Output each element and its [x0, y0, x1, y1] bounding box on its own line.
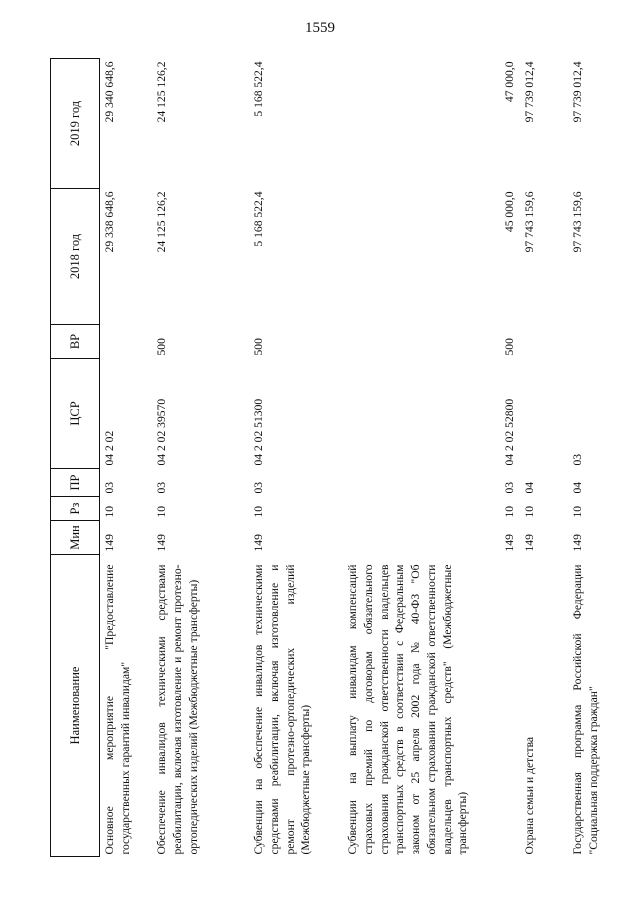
- row-pr: 04: [523, 481, 536, 494]
- row-rz: 10: [571, 505, 584, 518]
- rotated-table-container: [50, 59, 610, 857]
- row-csr: [520, 359, 568, 469]
- row-min: 149: [503, 534, 517, 552]
- row-name: Субвенции на обеспечение инвалидов техническими средствами реабилитации, включая изготовление и ремонт протезно-ортопедических изделий (Межбюджетные трансферты): [252, 564, 313, 855]
- row-vr: [568, 325, 618, 359]
- table-row: [568, 59, 618, 857]
- row-min: 149: [571, 534, 584, 552]
- row-2018: 97 743 159,6: [571, 191, 584, 253]
- row-2018: 24 125 126,2: [155, 191, 168, 253]
- table-row: [343, 59, 520, 857]
- row-pr: 03: [103, 481, 116, 494]
- header-vr: ВР: [51, 325, 100, 359]
- header-2018: 2018 год: [51, 189, 100, 325]
- row-vr: [520, 325, 568, 359]
- row-2019: 97 739 012,4: [523, 61, 536, 123]
- row-2018: 5 168 522,4: [252, 191, 265, 247]
- table-row: [152, 59, 249, 857]
- row-pr: 03: [252, 481, 265, 494]
- header-row: [51, 59, 100, 857]
- row-min: 149: [103, 534, 116, 552]
- header-pr: ПР: [51, 469, 100, 497]
- row-2019: 29 340 648,6: [103, 61, 116, 123]
- row-2019: 97 739 012,4: [571, 61, 584, 123]
- row-min: 149: [523, 534, 536, 552]
- table-row: [249, 59, 343, 857]
- row-rz: 10: [523, 505, 536, 518]
- row-csr: 04 2 02 52800: [503, 398, 517, 466]
- header-name: Наименование: [51, 555, 100, 857]
- row-pr: 03: [503, 481, 517, 494]
- row-rz: 10: [252, 505, 265, 518]
- row-min: 149: [252, 534, 265, 552]
- row-name: Субвенции на выплату инвалидам компенсаций страховых премий по договорам обязательного страхования гражданской ответственности владельцев транспортных средств в соответствии с Федеральным законом от 25 апреля 2002 года № 40-ФЗ "Об обязательном страховании гражданской ответственности владельцев транспортных средств" (Межбюджетные трансферты): [346, 564, 470, 855]
- table-row: [520, 59, 568, 857]
- row-name: Обеспечение инвалидов техническими средствами реабилитации, включая изготовление и ремонт протезно-ортопедических изделий (Межбюджетные трансферты): [155, 564, 200, 855]
- row-name: Основное мероприятие "Предоставление государственных гарантий инвалидам": [103, 564, 132, 855]
- row-rz: 10: [103, 505, 116, 518]
- row-csr: 03: [571, 453, 584, 466]
- row-2018: 97 743 159,6: [523, 191, 536, 253]
- header-min: Мин: [51, 521, 100, 555]
- row-csr: 04 2 02 51300: [252, 398, 265, 466]
- budget-table: [50, 58, 618, 857]
- row-2019: 47 000,0: [503, 61, 517, 103]
- row-vr: 500: [155, 338, 168, 356]
- row-vr: 500: [252, 338, 265, 356]
- row-rz: 10: [155, 505, 168, 518]
- header-2019: 2019 год: [51, 59, 100, 189]
- row-name: Государственная программа Российской Федерации "Социальная поддержка граждан": [571, 564, 600, 855]
- row-2019: 5 168 522,4: [252, 61, 265, 117]
- page-number: 1559: [305, 20, 335, 36]
- table-row: [100, 59, 153, 857]
- row-csr: 04 2 02: [103, 430, 116, 466]
- row-2018: 45 000,0: [503, 191, 517, 233]
- row-2018: 29 338 648,6: [103, 191, 116, 253]
- row-vr: 500: [503, 338, 517, 356]
- row-rz: 10: [503, 505, 517, 518]
- row-pr: 04: [571, 481, 584, 494]
- row-pr: 03: [155, 481, 168, 494]
- header-csr: ЦСР: [51, 359, 100, 469]
- row-2019: 24 125 126,2: [155, 61, 168, 123]
- header-rz: Рз: [51, 497, 100, 521]
- row-min: 149: [155, 534, 168, 552]
- row-vr: [100, 325, 153, 359]
- row-csr: 04 2 02 39570: [155, 398, 168, 466]
- row-name: Охрана семьи и детства: [523, 736, 536, 855]
